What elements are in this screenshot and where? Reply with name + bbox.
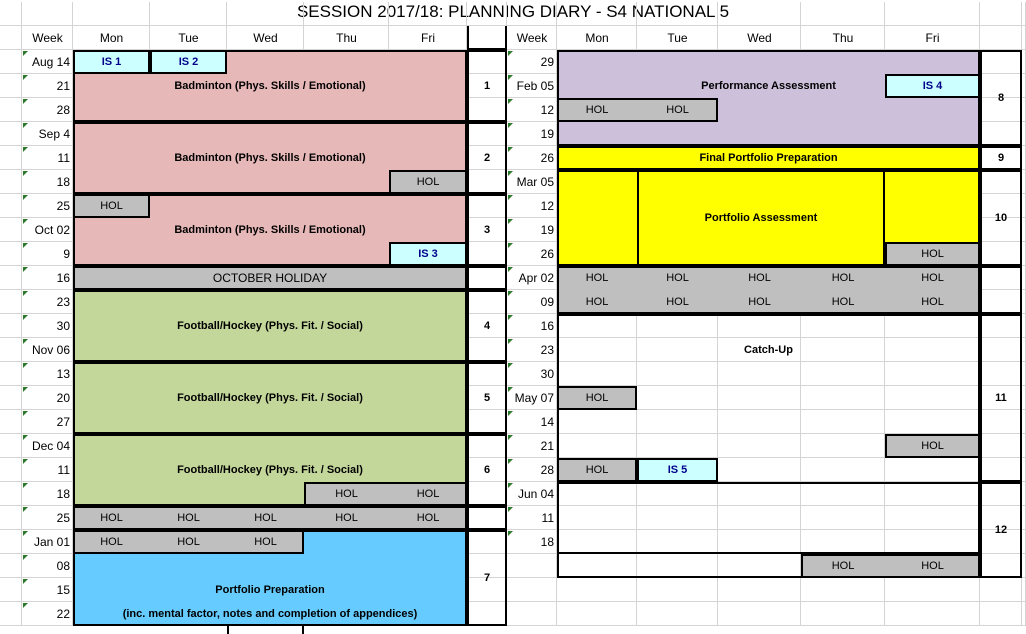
grid-cell[interactable]	[1022, 458, 1026, 482]
comment-marker	[508, 387, 513, 392]
block-number[interactable]: 9	[980, 146, 1022, 170]
comment-marker	[508, 411, 513, 416]
comment-marker	[23, 507, 28, 512]
grid-cell[interactable]	[1022, 314, 1026, 338]
comment-marker	[23, 291, 28, 296]
week-label: 25	[56, 199, 70, 213]
comment-marker	[23, 363, 28, 368]
grid-cell[interactable]	[1022, 434, 1026, 458]
hol-cell[interactable]: HOL	[335, 488, 358, 500]
week-label: 18	[56, 487, 70, 501]
comment-marker	[23, 531, 28, 536]
comment-marker	[23, 243, 28, 248]
header-fri-right: Fri	[925, 31, 940, 45]
comment-marker	[508, 51, 513, 56]
week-label: 30	[56, 319, 70, 333]
grid-cell[interactable]	[1022, 170, 1026, 194]
grid-cell[interactable]	[0, 554, 22, 578]
grid-cell[interactable]	[1022, 194, 1026, 218]
block-number-header	[467, 26, 507, 50]
week-label: 22	[56, 607, 70, 621]
comment-marker	[508, 531, 513, 536]
block-number[interactable]	[980, 266, 1022, 314]
grid-cell[interactable]	[557, 578, 637, 602]
grid-cell[interactable]	[507, 578, 557, 602]
hol-cell[interactable]: HOL	[585, 296, 609, 308]
grid-cell[interactable]	[1022, 2, 1026, 26]
comment-marker	[508, 339, 513, 344]
badminton-label[interactable]: Badminton (Phys. Skills / Emotional)	[174, 80, 366, 92]
final-portfolio-row[interactable]: Final Portfolio Preparation	[557, 146, 980, 170]
header-thu-left: Thu	[336, 31, 357, 45]
performance-label[interactable]: Performance Assessment	[701, 80, 836, 92]
week-label: 19	[540, 223, 554, 237]
comment-marker	[23, 411, 28, 416]
comment-marker	[508, 363, 513, 368]
grid-cell[interactable]	[0, 410, 22, 434]
header-fri-left: Fri	[421, 31, 435, 45]
hol-cell[interactable]: HOL	[254, 512, 277, 524]
comment-marker	[508, 507, 513, 512]
hol-cell[interactable]: HOL	[557, 386, 637, 410]
grid-cell[interactable]	[980, 26, 1022, 50]
week-label: Nov 06	[31, 343, 70, 357]
grid-cell[interactable]	[1022, 578, 1026, 602]
grid-cell[interactable]	[1022, 410, 1026, 434]
grid-cell[interactable]	[980, 602, 1022, 626]
grid-cell[interactable]	[1022, 146, 1026, 170]
football-label[interactable]: Football/Hockey (Phys. Fit. / Social)	[177, 392, 363, 404]
week-label: 29	[540, 55, 554, 69]
hol-cell[interactable]: HOL	[100, 536, 123, 548]
hol-cell[interactable]: HOL	[831, 272, 855, 284]
grid-cell[interactable]	[0, 2, 22, 26]
block-number[interactable]	[467, 506, 507, 530]
hol-cell[interactable]: HOL	[885, 434, 980, 458]
week-label: 16	[56, 271, 70, 285]
grid-cell[interactable]	[1022, 122, 1026, 146]
block-number[interactable]: 5	[467, 362, 507, 434]
grid-cell[interactable]	[73, 2, 150, 26]
grid-cell[interactable]	[0, 506, 22, 530]
header-tue-right: Tue	[667, 31, 688, 45]
portfolio-prep-label[interactable]: Portfolio Preparation	[215, 584, 325, 596]
week-label: Mar 05	[516, 175, 554, 189]
grid-cell[interactable]	[507, 554, 557, 578]
header-wed-left: Wed	[253, 31, 278, 45]
block-number[interactable]: 7	[467, 530, 507, 626]
week-label: Aug 14	[31, 55, 70, 69]
week-label: 21	[56, 79, 70, 93]
grid-cell[interactable]	[885, 578, 980, 602]
week-label: Jan 01	[33, 535, 70, 549]
week-label: 16	[540, 319, 554, 333]
football-label[interactable]: Football/Hockey (Phys. Fit. / Social)	[177, 464, 363, 476]
comment-marker	[23, 51, 28, 56]
grid-cell[interactable]	[0, 482, 22, 506]
comment-marker	[23, 339, 28, 344]
week-label: 11	[57, 151, 70, 165]
grid-cell[interactable]	[637, 602, 718, 626]
hol-cell[interactable]: HOL	[389, 170, 467, 194]
grid-cell[interactable]	[1022, 554, 1026, 578]
portfolio-assessment-label[interactable]: Portfolio Assessment	[637, 170, 885, 266]
block-number[interactable]: 6	[467, 434, 507, 506]
comment-marker	[508, 483, 513, 488]
block-number[interactable]: 4	[467, 290, 507, 362]
hol-cell[interactable]: HOL	[335, 512, 358, 524]
grid-cell[interactable]	[885, 2, 980, 26]
grid-cell[interactable]	[1022, 266, 1026, 290]
hol-cell[interactable]: HOL	[100, 512, 123, 524]
hol-cell[interactable]: HOL	[416, 488, 440, 500]
grid-cell[interactable]	[1022, 602, 1026, 626]
grid-cell[interactable]	[980, 2, 1022, 26]
header-week-right: Week	[516, 31, 548, 45]
comment-marker	[508, 219, 513, 224]
week-label: 15	[56, 583, 70, 597]
comment-marker	[508, 75, 513, 80]
week-label: Apr 02	[518, 271, 554, 285]
week-label: Jun 04	[517, 487, 554, 501]
grid-cell[interactable]	[0, 266, 22, 290]
comment-marker	[23, 579, 28, 584]
header-thu-right: Thu	[832, 31, 854, 45]
portfolio-prep-note[interactable]: (inc. mental factor, notes and completion of appendices)	[122, 608, 418, 620]
hol-cell[interactable]: HOL	[831, 560, 855, 572]
hol-cell[interactable]: HOL	[585, 104, 609, 116]
grid-cell[interactable]	[0, 194, 22, 218]
badminton-label[interactable]: Badminton (Phys. Skills / Emotional)	[174, 224, 366, 236]
grid-cell[interactable]	[0, 218, 22, 242]
hol-cell[interactable]: HOL	[921, 560, 944, 572]
hol-cell[interactable]: HOL	[666, 296, 689, 308]
hol-cell[interactable]: HOL	[585, 272, 609, 284]
grid-cell[interactable]	[22, 2, 73, 26]
week-label: 28	[540, 463, 554, 477]
week-label: 28	[56, 103, 70, 117]
grid-cell[interactable]	[1022, 362, 1026, 386]
grid-cell[interactable]	[1022, 98, 1026, 122]
grid-cell[interactable]	[718, 2, 801, 26]
grid-cell[interactable]	[0, 578, 22, 602]
comment-marker	[23, 99, 28, 104]
grid-cell[interactable]	[467, 2, 507, 26]
comment-marker	[508, 435, 513, 440]
week-label: 12	[540, 103, 554, 117]
grid-cell[interactable]	[0, 458, 22, 482]
hol-cell[interactable]: HOL	[885, 242, 980, 266]
block-number[interactable]: 8	[980, 50, 1022, 146]
comment-marker	[508, 315, 513, 320]
comment-marker	[23, 123, 28, 128]
comment-marker	[508, 195, 513, 200]
comment-marker	[508, 291, 513, 296]
week-label: 09	[540, 295, 554, 309]
week-label: May 07	[514, 391, 554, 405]
week-label: 11	[57, 463, 70, 477]
grid-cell[interactable]	[1022, 26, 1026, 50]
comment-marker	[23, 219, 28, 224]
hol-cell[interactable]: HOL	[748, 296, 771, 308]
grid-cell[interactable]	[0, 50, 22, 74]
hol-cell[interactable]: HOL	[748, 272, 771, 284]
hol-cell[interactable]: HOL	[921, 296, 944, 308]
week-label: 11	[541, 511, 554, 525]
grid-cell[interactable]	[801, 578, 885, 602]
grid-cell[interactable]	[0, 146, 22, 170]
grid-cell	[227, 626, 304, 634]
week-label: 23	[56, 295, 70, 309]
week-label: Dec 04	[31, 439, 70, 453]
is2-cell[interactable]: IS 2	[150, 50, 227, 74]
is5-cell[interactable]: IS 5	[637, 458, 718, 482]
hol-cell[interactable]: HOL	[254, 536, 277, 548]
is4-cell[interactable]: IS 4	[885, 74, 980, 98]
hol-cell[interactable]: HOL	[921, 272, 944, 284]
week-label: 21	[540, 439, 554, 453]
grid-cell[interactable]	[801, 2, 885, 26]
comment-marker	[23, 459, 28, 464]
grid-cell[interactable]	[0, 170, 22, 194]
grid-cell[interactable]	[1022, 338, 1026, 362]
grid-cell[interactable]	[304, 2, 389, 26]
grid-cell[interactable]	[637, 2, 718, 26]
grid-cell[interactable]	[0, 290, 22, 314]
block-number[interactable]: 10	[980, 170, 1022, 266]
comment-marker	[23, 267, 28, 272]
grid-cell[interactable]	[389, 2, 467, 26]
badminton-label[interactable]: Badminton (Phys. Skills / Emotional)	[174, 152, 366, 164]
grid-cell[interactable]	[1022, 482, 1026, 506]
grid-cell[interactable]	[557, 2, 637, 26]
football-label[interactable]: Football/Hockey (Phys. Fit. / Social)	[177, 320, 363, 332]
grid-cell[interactable]	[0, 362, 22, 386]
grid-cell[interactable]	[0, 386, 22, 410]
hol-cell[interactable]: HOL	[416, 512, 440, 524]
week-label: 30	[540, 367, 554, 381]
week-label: 27	[56, 415, 70, 429]
grid-cell[interactable]	[718, 602, 801, 626]
grid-cell[interactable]	[980, 578, 1022, 602]
grid-cell[interactable]	[1022, 530, 1026, 554]
page-title: SESSION 2017/18: PLANNING DIARY - S4 NATIONAL 5	[296, 2, 730, 21]
grid-cell[interactable]	[0, 98, 22, 122]
october-holiday-row[interactable]: OCTOBER HOLIDAY	[73, 266, 467, 290]
grid-cell[interactable]	[1022, 290, 1026, 314]
comment-marker	[23, 315, 28, 320]
grid-cell[interactable]	[0, 26, 22, 50]
week-label: 26	[540, 151, 554, 165]
week-label: 18	[540, 535, 554, 549]
week-label: 12	[540, 199, 554, 213]
grid-cell[interactable]	[227, 2, 304, 26]
week-label: 14	[540, 415, 554, 429]
header-mon-right: Mon	[585, 31, 609, 45]
grid-cell[interactable]	[0, 602, 22, 626]
comment-marker	[23, 75, 28, 80]
header-mon-left: Mon	[99, 31, 124, 45]
hol-cell[interactable]: HOL	[831, 296, 855, 308]
block-number[interactable]: 11	[980, 314, 1022, 482]
comment-marker	[508, 99, 513, 104]
week-label: 08	[56, 559, 70, 573]
week-label: 26	[540, 247, 554, 261]
grid-cell[interactable]	[0, 314, 22, 338]
hol-cell[interactable]: HOL	[177, 536, 200, 548]
comment-marker	[23, 603, 28, 608]
week-label: Sep 4	[38, 127, 70, 141]
week-label: 20	[56, 391, 70, 405]
block-number[interactable]: 12	[980, 482, 1022, 578]
header-week-left: Week	[32, 31, 63, 45]
grid-cell[interactable]	[1022, 386, 1026, 410]
hol-cell[interactable]: HOL	[666, 104, 689, 116]
grid-cell[interactable]	[1022, 218, 1026, 242]
comment-marker	[508, 171, 513, 176]
week-label: Feb 05	[516, 79, 554, 93]
hol-cell[interactable]: HOL	[666, 272, 689, 284]
block-number[interactable]: 2	[467, 122, 507, 194]
grid-cell[interactable]	[1022, 242, 1026, 266]
grid-cell[interactable]	[507, 602, 557, 626]
grid-cell[interactable]	[150, 2, 227, 26]
grid-cell[interactable]	[801, 602, 885, 626]
grid-cell[interactable]	[557, 602, 637, 626]
grid-cell[interactable]	[0, 242, 22, 266]
grid-cell[interactable]	[1022, 50, 1026, 74]
hol-cell[interactable]: HOL	[557, 458, 637, 482]
week-label: 9	[63, 247, 70, 261]
grid-cell[interactable]	[0, 434, 22, 458]
catch-up-label[interactable]: Catch-Up	[744, 344, 793, 356]
comment-marker	[23, 147, 28, 152]
grid-cell[interactable]	[637, 578, 718, 602]
comment-marker	[23, 435, 28, 440]
comment-marker	[23, 483, 28, 488]
comment-marker	[508, 123, 513, 128]
comment-marker	[23, 555, 28, 560]
comment-marker	[508, 147, 513, 152]
block-number[interactable]: 1	[467, 50, 507, 122]
grid-cell[interactable]	[507, 2, 557, 26]
header-tue-left: Tue	[178, 31, 199, 45]
week-label: 13	[56, 367, 70, 381]
week-label: Oct 02	[34, 223, 70, 237]
grid-cell[interactable]	[0, 122, 22, 146]
grid-cell[interactable]	[0, 338, 22, 362]
comment-marker	[508, 459, 513, 464]
is3-cell[interactable]: IS 3	[389, 242, 467, 266]
header-wed-right: Wed	[747, 31, 772, 45]
week-label: 19	[540, 127, 554, 141]
block-number[interactable]: 3	[467, 194, 507, 266]
comment-marker	[508, 267, 513, 272]
comment-marker	[23, 387, 28, 392]
week-label: 23	[540, 343, 554, 357]
hol-cell[interactable]: HOL	[177, 512, 200, 524]
grid-cell[interactable]	[0, 530, 22, 554]
grid-cell[interactable]	[0, 74, 22, 98]
grid-cell[interactable]	[1022, 506, 1026, 530]
comment-marker	[23, 195, 28, 200]
grid-cell[interactable]	[885, 602, 980, 626]
comment-marker	[23, 171, 28, 176]
grid-cell[interactable]	[718, 578, 801, 602]
week-label: 25	[56, 511, 70, 525]
grid-cell[interactable]	[1022, 74, 1026, 98]
hol-cell[interactable]: HOL	[73, 194, 150, 218]
week-label: 18	[56, 175, 70, 189]
comment-marker	[508, 243, 513, 248]
is1-cell[interactable]: IS 1	[73, 50, 150, 74]
block-number[interactable]	[467, 266, 507, 290]
